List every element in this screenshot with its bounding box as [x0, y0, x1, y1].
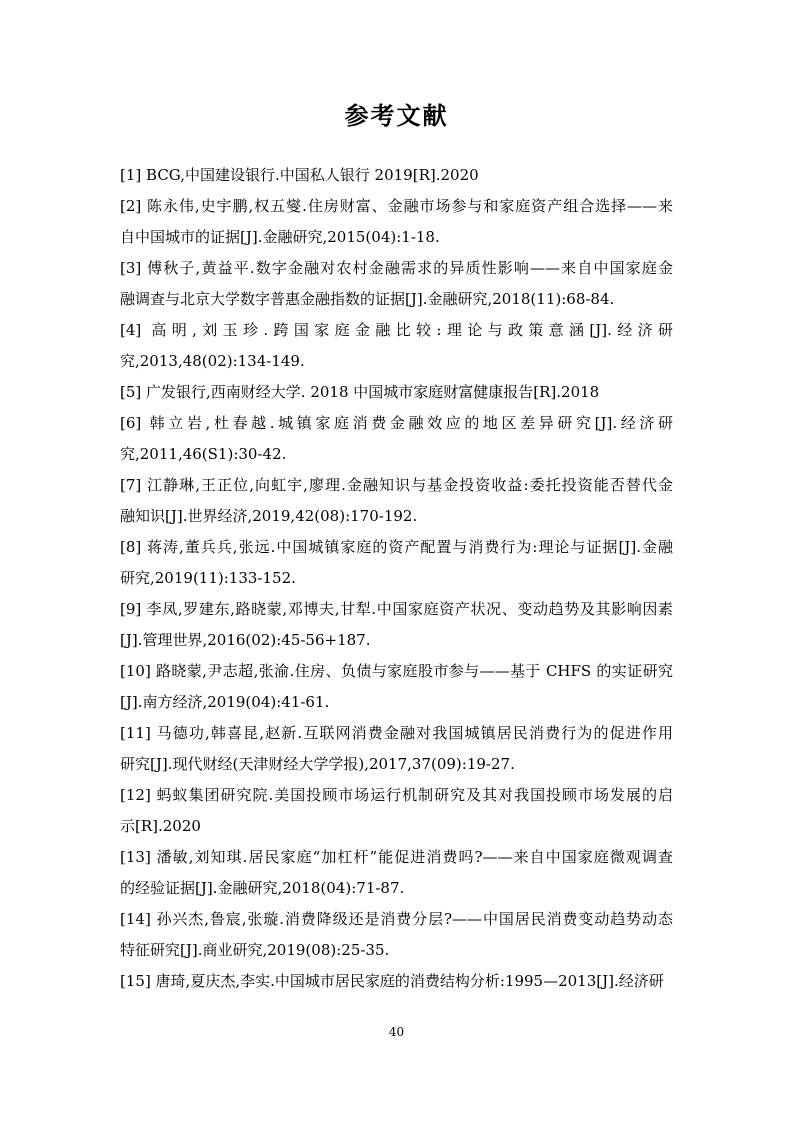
reference-item [120, 315, 673, 377]
reference-item [120, 966, 673, 997]
reference-line: [J].管理世界,2016(02):45-56+187. [120, 631, 371, 649]
reference-line: [2] 陈永伟,史宇鹏,权五燮.住房财富、金融市场参与和家庭资产组合选择——来 [120, 197, 673, 215]
reference-line: [3] 傅秋子,黄益平.数字金融对农村金融需求的异质性影响——来自中国家庭金 [120, 259, 673, 277]
reference-list [120, 160, 673, 997]
reference-line: [4] 高明,刘玉珍.跨国家庭金融比较:理论与政策意涵[J].经济研 [120, 321, 673, 339]
reference-line: 融调查与北京大学数字普惠金融指数的证据[J].金融研究,2018(11):68-84. [120, 290, 615, 308]
reference-item [120, 904, 673, 966]
reference-item [120, 532, 673, 594]
reference-line: [15] 唐琦,夏庆杰,李实.中国城市居民家庭的消费结构分析:1995—2013[J].经济研 [120, 972, 664, 990]
reference-item [120, 253, 673, 315]
reference-line: [10] 路晓蒙,尹志超,张渝.住房、负债与家庭股市参与——基于 CHFS 的实证研究 [120, 662, 673, 680]
reference-line: [5] 广发银行,西南财经大学. 2018 中国城市家庭财富健康报告[R].2018 [120, 383, 600, 401]
reference-line: [14] 孙兴杰,鲁宸,张璇.消费降级还是消费分层?——中国居民消费变动趋势动态 [120, 910, 673, 928]
reference-line: 研究[J].现代财经(天津财经大学学报),2017,37(09):19-27. [120, 755, 515, 773]
reference-item [120, 780, 673, 842]
reference-line: 示[R].2020 [120, 817, 201, 835]
reference-line: [8] 蒋涛,董兵兵,张远.中国城镇家庭的资产配置与消费行为:理论与证据[J].金融 [120, 538, 673, 556]
reference-item [120, 718, 673, 780]
reference-line: 究,2011,46(S1):30-42. [120, 445, 287, 463]
reference-item [120, 470, 673, 532]
reference-item [120, 160, 673, 191]
reference-line: [12] 蚂蚁集团研究院.美国投顾市场运行机制研究及其对我国投顾市场发展的启 [120, 786, 673, 804]
page-title: 参考文献 [344, 102, 449, 130]
reference-line: [11] 马德功,韩喜昆,赵新.互联网消费金融对我国城镇居民消费行为的促进作用 [120, 724, 673, 742]
reference-line: 的经验证据[J].金融研究,2018(04):71-87. [120, 879, 405, 897]
reference-item [120, 408, 673, 470]
reference-item [120, 377, 673, 408]
reference-line: 融知识[J].世界经济,2019,42(08):170-192. [120, 507, 418, 525]
reference-item [120, 656, 673, 718]
reference-line: 自中国城市的证据[J].金融研究,2015(04):1-18. [120, 228, 440, 246]
reference-line: [J].南方经济,2019(04):41-61. [120, 693, 330, 711]
reference-item [120, 594, 673, 656]
reference-line: 究,2013,48(02):134-149. [120, 352, 305, 370]
reference-line: 研究,2019(11):133-152. [120, 569, 296, 587]
reference-line: [9] 李凤,罗建东,路晓蒙,邓博夫,甘犁.中国家庭资产状况、变动趋势及其影响因素 [120, 600, 673, 618]
reference-line: [7] 江静琳,王正位,向虹宇,廖理.金融知识与基金投资收益:委托投资能否替代金 [120, 476, 673, 494]
page-number: 40 [388, 1025, 405, 1039]
reference-line: [6] 韩立岩,杜春越.城镇家庭消费金融效应的地区差异研究[J].经济研 [120, 414, 673, 432]
reference-item [120, 842, 673, 904]
reference-item [120, 191, 673, 253]
reference-line: [1] BCG,中国建设银行.中国私人银行 2019[R].2020 [120, 166, 479, 184]
reference-line: 特征研究[J].商业研究,2019(08):25-35. [120, 941, 390, 959]
reference-line: [13] 潘敏,刘知琪.居民家庭“加杠杆”能促进消费吗?——来自中国家庭微观调查 [120, 848, 673, 866]
